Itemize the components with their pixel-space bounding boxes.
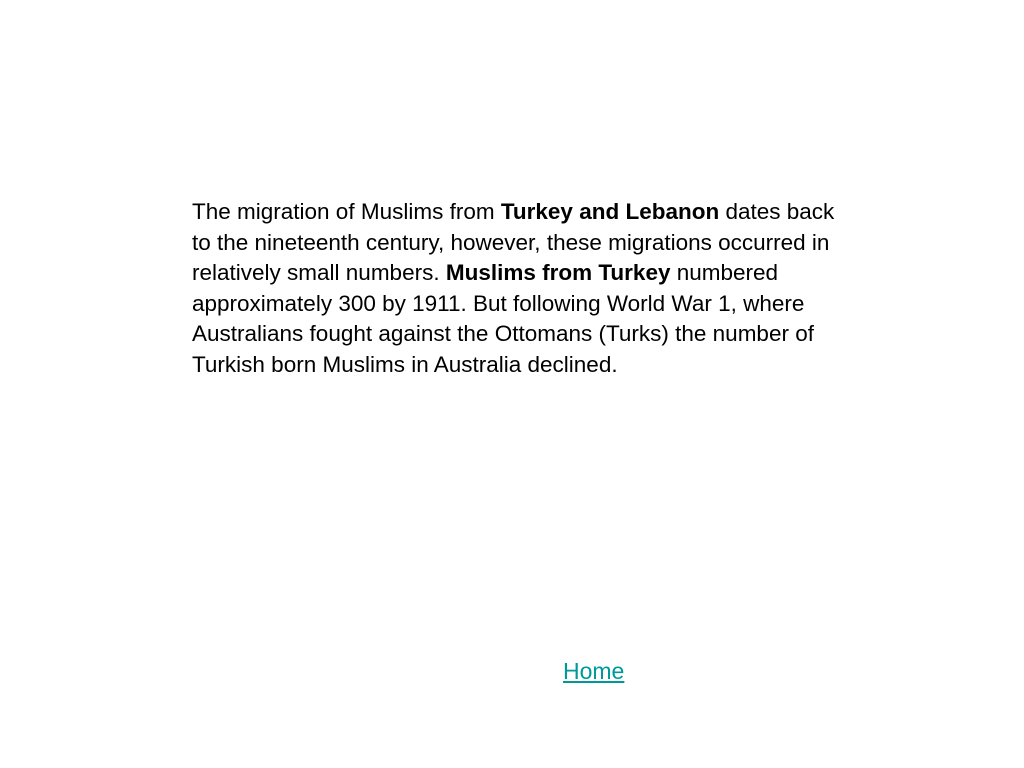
highlight-muslims-from-turkey: Muslims from Turkey (445, 260, 671, 285)
home-link[interactable]: Home (563, 658, 625, 684)
paragraph-ending-text: numbered approximately 300 by 1911. But following World War 1, where Australians fought against the Ottomans (Turks) the number of Turkish born Muslims in Australia declined. (192, 260, 814, 377)
body-paragraph (192, 197, 854, 380)
paragraph-middle-text: dates back to the nineteenth century, however, these migrations occurred in relatively small numbers. (192, 199, 835, 285)
highlight-turkey-and-lebanon: Turkey and Lebanon (500, 199, 720, 224)
paragraph-intro-text: The migration of Muslims from (192, 199, 501, 224)
